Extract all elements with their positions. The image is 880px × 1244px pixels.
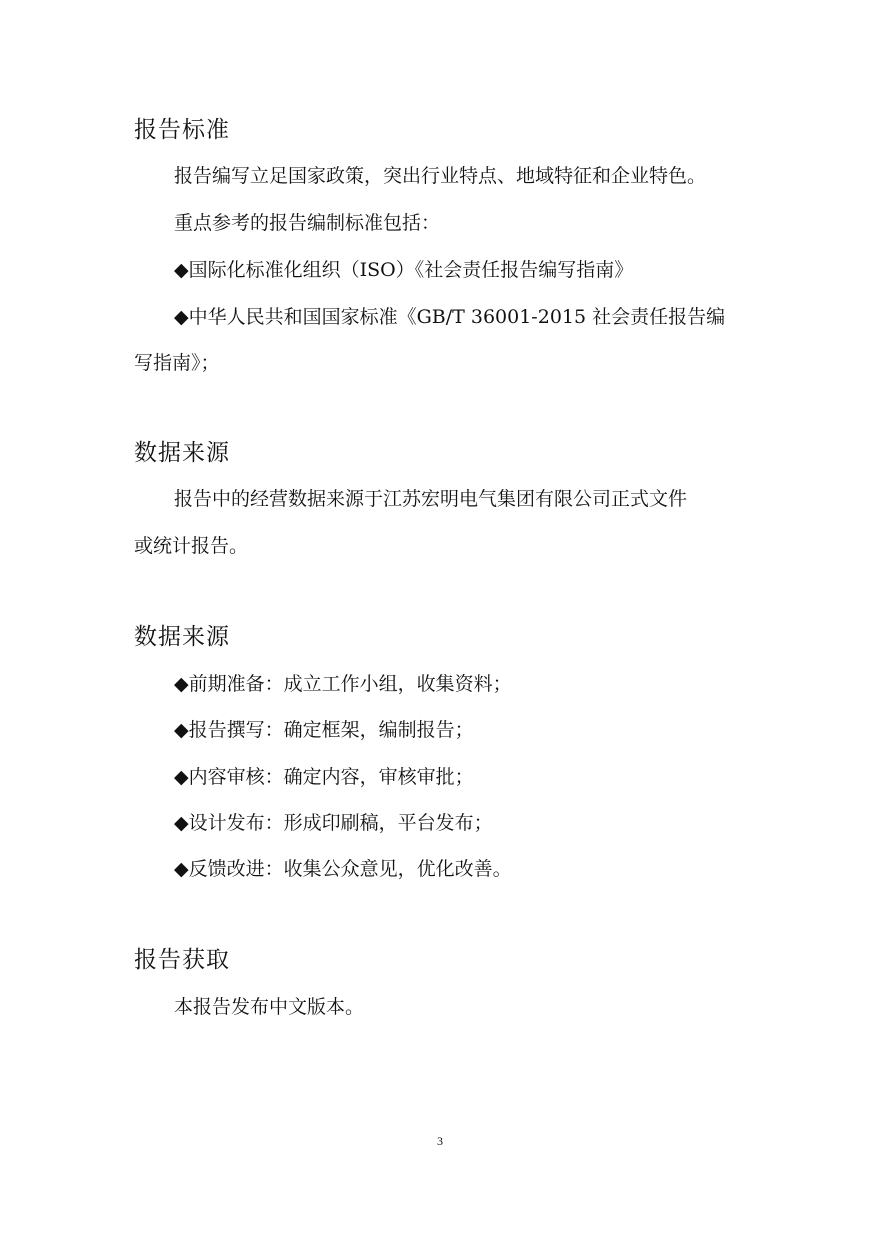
paragraph-line: 报告编写立足国家政策，突出行业特点、地域特征和企业特色。 <box>174 165 707 187</box>
paragraph-line: 重点参考的报告编制标准包括： <box>174 212 441 234</box>
section-heading-report-standard: 报告标准 <box>134 117 230 143</box>
paragraph-line-continuation: 或统计报告。 <box>134 535 249 557</box>
page-number: 3 <box>437 1134 443 1148</box>
bullet-item: ◆设计发布：形成印刷稿，平台发布； <box>174 812 493 834</box>
section-heading-data-source: 数据来源 <box>134 440 230 466</box>
paragraph-line: 本报告发布中文版本。 <box>174 996 365 1018</box>
bullet-item: ◆反馈改进：收集公众意见，优化改善。 <box>174 858 512 880</box>
bullet-item: ◆中华人民共和国国家标准《GB/T 36001-2015 社会责任报告编 <box>174 306 726 328</box>
paragraph-line: 报告中的经营数据来源于江苏宏明电气集团有限公司正式文件 <box>174 488 688 510</box>
section-heading-process: 数据来源 <box>134 624 230 650</box>
bullet-item: ◆内容审核：确定内容，审核审批； <box>174 766 474 788</box>
bullet-item: ◆国际化标准化组织（ISO）《社会责任报告编写指南》 <box>174 259 634 281</box>
bullet-item: ◆前期准备：成立工作小组，收集资料； <box>174 673 512 695</box>
section-heading-report-access: 报告获取 <box>134 947 230 973</box>
bullet-item-continuation: 写指南》； <box>134 352 220 374</box>
bullet-item: ◆报告撰写：确定框架，编制报告； <box>174 719 474 741</box>
